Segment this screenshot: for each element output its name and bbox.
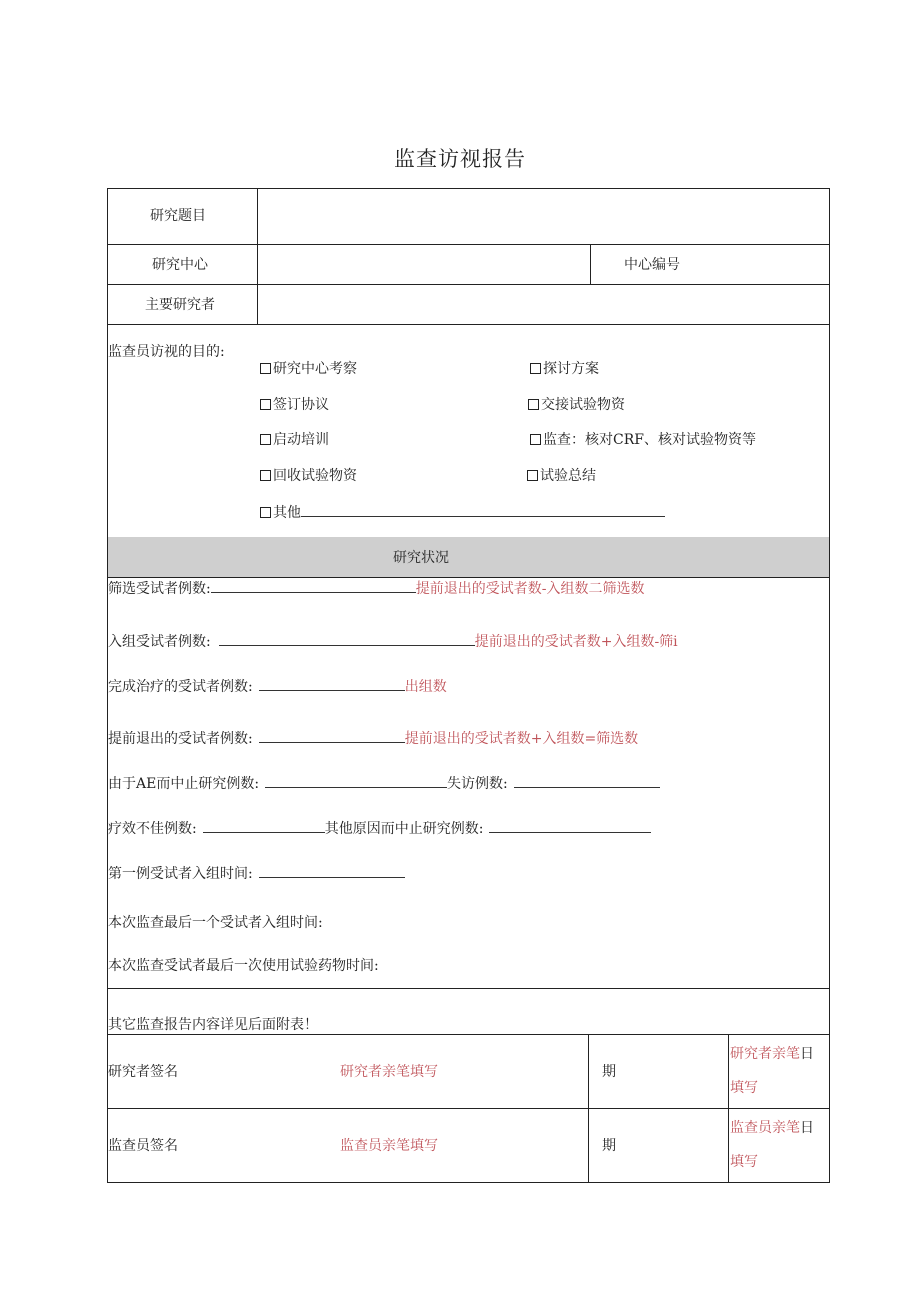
efficacy-row: 疗效不佳例数: 其他原因而中止研究例数:: [108, 818, 651, 838]
col-divider: [588, 1034, 589, 1183]
investigator-date-note-2[interactable]: 填写: [730, 1080, 758, 1096]
enrolled-row: 入组受试者例数: 提前退出的受试者数+入组数-筛i: [108, 631, 678, 651]
checkbox[interactable]: [528, 399, 539, 410]
checkbox[interactable]: [260, 399, 271, 410]
monitor-date-label: 期: [602, 1138, 616, 1154]
investigator-date-label: 期: [602, 1064, 616, 1080]
pi-label: 主要研究者: [145, 297, 215, 313]
enrolled-blank[interactable]: [219, 631, 475, 646]
center-no-label: 中心编号: [624, 257, 680, 273]
row-divider: [108, 324, 830, 325]
screened-note: 提前退出的受试者数-入组数二筛选数: [415, 581, 645, 597]
completed-row: 完成治疗的受试者例数: 出组数: [108, 676, 447, 696]
appendix-note: 其它监查报告内容详见后面附表！: [108, 1017, 318, 1033]
checkbox[interactable]: [260, 363, 271, 374]
other-blank[interactable]: [301, 502, 665, 517]
purpose-label: 监查员访视的目的:: [108, 344, 225, 360]
monitor-date-note-2[interactable]: 填写: [730, 1154, 758, 1170]
other-reason-label: 其他原因而中止研究例数:: [324, 821, 484, 837]
withdrawn-blank[interactable]: [259, 728, 405, 743]
col-divider: [257, 189, 258, 324]
option-handover-supplies[interactable]: 交接试验物资: [528, 396, 625, 414]
last-enroll-label: 本次监查最后一个受试者入组时间:: [108, 915, 323, 931]
enrolled-note: 提前退出的受试者数+入组数-筛i: [474, 634, 678, 650]
checkbox[interactable]: [260, 507, 271, 518]
last-drug-label: 本次监查受试者最后一次使用试验药物时间:: [108, 958, 379, 974]
first-enroll-blank[interactable]: [259, 863, 405, 878]
checkbox[interactable]: [530, 363, 541, 374]
screened-blank[interactable]: [211, 578, 416, 593]
other-reason-blank[interactable]: [489, 818, 651, 833]
row-divider: [108, 988, 830, 989]
col-divider: [590, 244, 591, 284]
ae-blank[interactable]: [265, 773, 447, 788]
row-divider: [108, 284, 830, 285]
completed-note: 出组数: [404, 679, 447, 695]
first-enroll-row: 第一例受试者入组时间:: [108, 863, 405, 883]
option-site-inspection[interactable]: 研究中心考察: [260, 360, 357, 378]
option-other[interactable]: 其他: [260, 502, 665, 522]
checkbox[interactable]: [260, 470, 271, 481]
status-header: 研究状况: [393, 550, 449, 566]
option-kickoff-training[interactable]: 启动培训: [260, 431, 329, 449]
col-divider: [728, 1034, 729, 1183]
checkbox[interactable]: [530, 434, 541, 445]
monitor-signature-note[interactable]: 监查员亲笔填写: [340, 1138, 438, 1154]
option-recover-supplies[interactable]: 回收试验物资: [260, 467, 357, 485]
option-trial-summary[interactable]: 试验总结: [527, 467, 596, 485]
efficacy-blank[interactable]: [203, 818, 325, 833]
withdrawn-row: 提前退出的受试者例数: 提前退出的受试者数+入组数=筛选数: [108, 728, 638, 748]
checkbox[interactable]: [527, 470, 538, 481]
center-label: 研究中心: [152, 257, 208, 273]
monitor-date-note[interactable]: 监查员亲笔日: [730, 1120, 814, 1136]
ae-row: 由于AE而中止研究例数: 失访例数:: [108, 773, 660, 793]
lost-blank[interactable]: [514, 773, 660, 788]
completed-blank[interactable]: [259, 676, 405, 691]
status-header-band: [108, 537, 829, 577]
page-title: 监查访视报告: [394, 147, 526, 171]
option-monitoring-check[interactable]: 监查：核对CRF、核对试验物资等: [530, 431, 756, 449]
topic-label: 研究题目: [150, 208, 206, 224]
lost-label: 失访例数:: [447, 776, 508, 792]
investigator-date-note[interactable]: 研究者亲笔日: [730, 1046, 814, 1062]
withdrawn-note: 提前退出的受试者数+入组数=筛选数: [404, 731, 639, 747]
row-divider: [108, 1108, 830, 1109]
investigator-signature-label: 研究者签名: [108, 1064, 178, 1080]
monitor-signature-label: 监查员签名: [108, 1138, 178, 1154]
screened-row: 筛选受试者例数: 提前退出的受试者数-入组数二筛选数: [108, 578, 644, 598]
investigator-signature-note[interactable]: 研究者亲笔填写: [340, 1064, 438, 1080]
row-divider: [108, 1034, 830, 1035]
option-discuss-protocol[interactable]: 探讨方案: [530, 360, 599, 378]
option-sign-agreement[interactable]: 签订协议: [260, 396, 329, 414]
checkbox[interactable]: [260, 434, 271, 445]
row-divider: [108, 244, 830, 245]
